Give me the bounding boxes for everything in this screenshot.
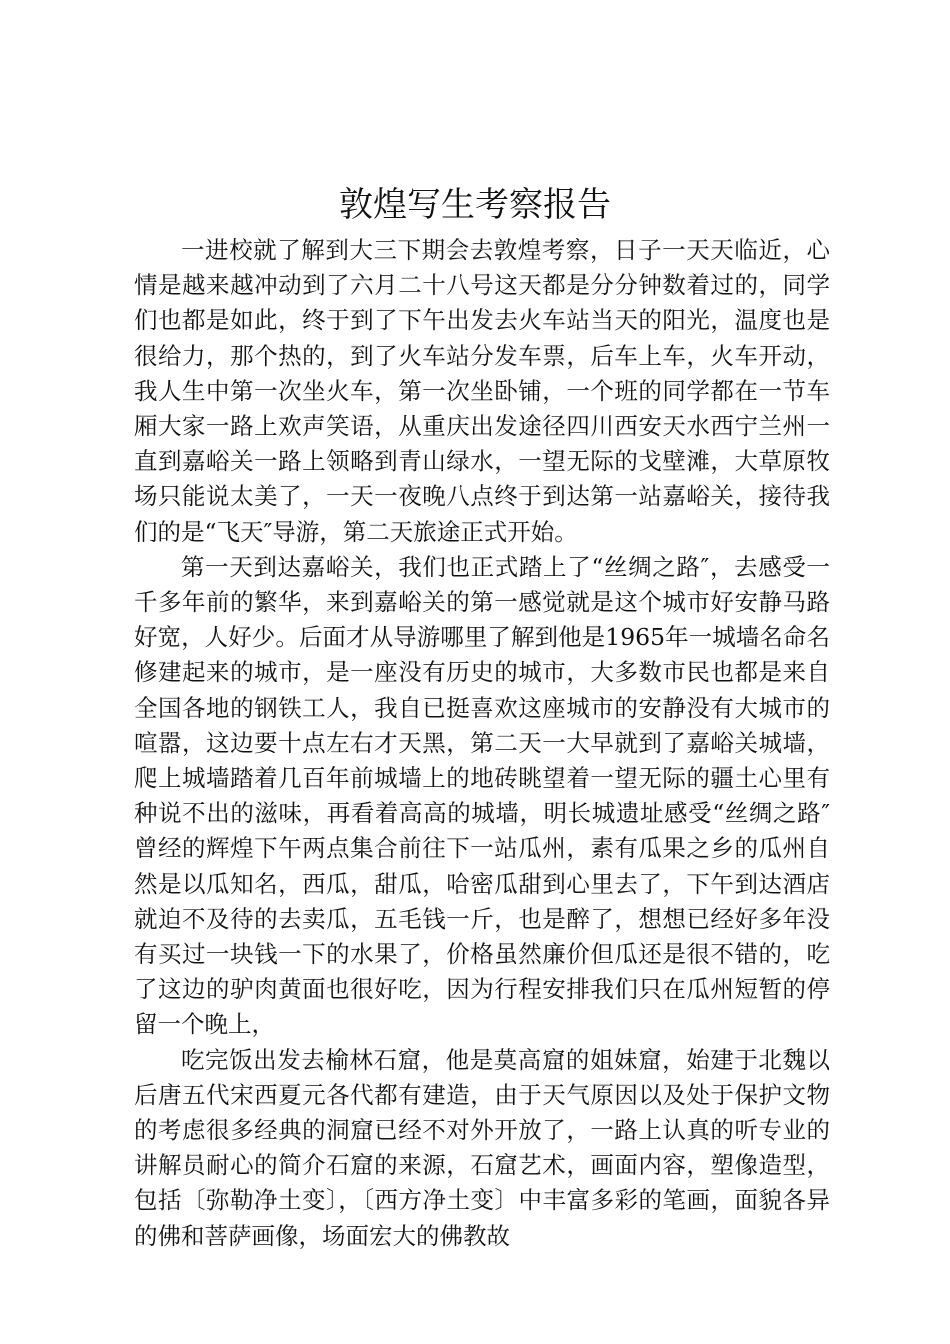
document-body (134, 233, 830, 1254)
paragraph-2: 第一天到达嘉峪关，我们也正式踏上了“丝绸之路″，去感受一千多年前的繁华，来到嘉峪关的第一感觉就是这个城市好安静马路好宽，人好少。后面才从导游哪里了解到他是1965年一城墙名命名修建起来的城市，是一座没有历史的城市，大多数市民也都是来自全国各地的钢铁工人，我自已挺喜欢这座城市的安静没有大城市的喧嚣，这边要十点左右才天黑，第二天一大早就到了嘉峪关城墙，爬上城墙踏着几百年前城墙上的地砖眺望着一望无际的疆土心里有种说不出的滋味，再看着高高的城墙，明长城遗址感受“丝绸之路″曾经的辉煌下午两点集合前往下一站瓜州，素有瓜果之乡的瓜州自然是以瓜知名，西瓜，甜瓜，哈密瓜甜到心里去了，下午到达酒店就迫不及待的去卖瓜，五毛钱一斤，也是醉了，想想已经好多年没有买过一块钱一下的水果了，价格虽然廉价但瓜还是很不错的，吃了这边的驴肉黄面也很好吃，因为行程安排我们只在瓜州短暂的停留一个晚上， (134, 552, 830, 1039)
document-title: 敦煌写生考察报告 (339, 185, 611, 225)
paragraph-1: 一进校就了解到大三下期会去敦煌考察，日子一天天临近，心情是越来越冲动到了六月二十八号这天都是分分钟数着过的，同学们也都是如此，终于到了下午出发去火车站当天的阳光，温度也是很给力，那个热的，到了火车站分发车票，后车上车，火车开动，我人生中第一次坐火车，第一次坐卧铺，一个班的同学都在一节车厢大家一路上欢声笑语，从重庆出发途径四川西安天水西宁兰州一直到嘉峪关一路上领略到青山绿水，一望无际的戈壁滩，大草原牧场只能说太美了，一天一夜晚八点终于到达第一站嘉峪关，接待我们的是“飞天″导游，第二天旅途正式开始。 (134, 236, 830, 546)
paragraph-3: 吃完饭出发去榆林石窟，他是莫高窟的姐妹窟，始建于北魏以后唐五代宋西夏元各代都有建造，由于天气原因以及处于保护文物的考虑很多经典的洞窟已经不对外开放了，一路上认真的听专业的讲解员耐心的简介石窟的来源，石窟艺术，画面内容，塑像造型，包括〔弥勒净土变〕，〔西方净土变〕中丰富多彩的笔画，面貌各异的佛和菩萨画像，场面宏大的佛教故 (134, 1045, 830, 1250)
